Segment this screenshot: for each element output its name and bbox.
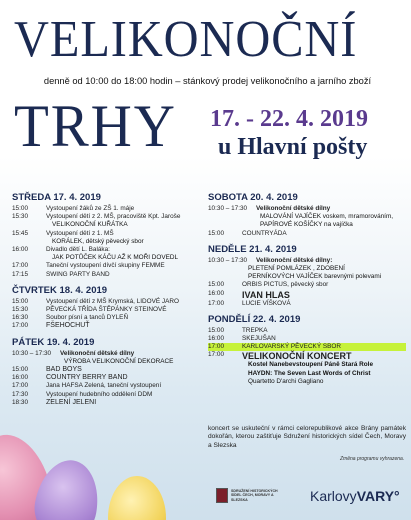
time: 17:00 bbox=[208, 351, 224, 359]
item: Vystoupení dětí z 2. MŠ, pracoviště Kpt. Jaroše bbox=[46, 213, 181, 221]
item: Divadlo dětí L. Baláka: bbox=[46, 246, 110, 254]
item-continued: PERNÍKOVÝCH VAJÍČEK barevnými polevami bbox=[248, 273, 382, 281]
time: 15:00 bbox=[208, 326, 224, 334]
time: 17:00 bbox=[208, 299, 224, 307]
item: PĚVECKÁ TŘÍDA ŠTĚPÁNKY STEINOVÉ bbox=[46, 306, 167, 314]
item: Jana HAFSA Zelená, taneční vystoupení bbox=[46, 382, 162, 390]
item: Vystoupení dětí z 1. MŠ bbox=[46, 229, 114, 237]
item: ORBIS PICTUS, pěvecký sbor bbox=[242, 281, 329, 289]
time: 15:00 bbox=[12, 297, 28, 305]
time: 15:00 bbox=[12, 366, 28, 374]
item: SWING PARTY BAND bbox=[46, 270, 110, 278]
day-heading: STŘEDA 17. 4. 2019 bbox=[12, 192, 101, 203]
program-right-column bbox=[208, 192, 406, 386]
time: 16:00 bbox=[12, 374, 28, 382]
concert-description: koncert se uskuteční v rámci celorepublikové akce Brány památek dokořán, kterou zaštiťuje Sdružení historických sídel Čech, Moravy a Slezska bbox=[208, 425, 406, 449]
shield-icon bbox=[216, 488, 228, 503]
item: BAD BOYS bbox=[46, 366, 82, 374]
item-continued: PAPÍROVÉ KOŠÍČKY na vajíčka bbox=[260, 221, 353, 229]
time: 15:45 bbox=[12, 229, 28, 237]
poster-subtitle: denně od 10:00 do 18:00 hodin – stánkový prodej velikonočního a jarního zboží bbox=[43, 76, 372, 86]
item: VELIKONOČNÍ KONCERT bbox=[242, 351, 352, 362]
time: 18:30 bbox=[12, 398, 28, 406]
item-continued: KORÁLEK, dětský pěvecký sbor bbox=[52, 237, 144, 245]
item: Vystoupení žáků ze ZŠ 1. máje bbox=[46, 205, 135, 212]
kv-text-b: VARY° bbox=[356, 488, 400, 504]
program-row bbox=[12, 271, 202, 279]
item: KARLOVARSKÝ PĚVECKÝ SBOR bbox=[242, 343, 341, 351]
item: Taneční vystoupení dívčí skupiny FEMME bbox=[46, 262, 165, 270]
item: COUNTRY BERRY BAND bbox=[46, 374, 128, 382]
item: IVAN HLAS bbox=[242, 289, 290, 300]
time: 15:00 bbox=[12, 205, 28, 212]
program-row bbox=[208, 281, 406, 289]
time: 15:00 bbox=[208, 281, 224, 289]
time: 10:30 – 17:30 bbox=[12, 349, 52, 357]
day-heading: ČTVRTEK 18. 4. 2019 bbox=[12, 284, 108, 296]
item: ZELENÍ JELENI bbox=[46, 398, 97, 406]
item-continued: Kostel Nanebevstoupení Páně Stará Role bbox=[248, 361, 374, 369]
item: Vystoupení dětí z MŠ Krymská, LIDOVÉ JARO bbox=[46, 297, 179, 305]
program-row bbox=[208, 300, 406, 308]
program-row bbox=[12, 246, 202, 254]
item-continued: HAYDN: The Seven Last Words of Christ bbox=[248, 369, 371, 377]
program-change-note: Změna programu vyhrazena. bbox=[340, 456, 405, 462]
poster-trhy: TRHY bbox=[14, 93, 177, 159]
item-continued: VELIKONOČNÍ KUŘÁTKA bbox=[52, 221, 128, 229]
item-continued: VÝROBA VELIKONOČNÍ DEKORACE bbox=[64, 357, 174, 365]
historic-seats-logo bbox=[216, 488, 283, 503]
program-row bbox=[12, 382, 202, 390]
item: TREPKA bbox=[242, 326, 268, 334]
time: 15:30 bbox=[12, 213, 28, 221]
item: Vystoupení hudebního oddělení DDM bbox=[46, 390, 153, 398]
program-row bbox=[208, 205, 406, 213]
program-row bbox=[12, 298, 202, 306]
time: 16:00 bbox=[208, 335, 224, 343]
program-row bbox=[12, 262, 202, 270]
time: 15:30 bbox=[12, 306, 28, 314]
kv-text-a: Karlovy bbox=[310, 488, 357, 504]
time: 17:15 bbox=[12, 270, 28, 278]
program-row bbox=[12, 366, 202, 374]
item: COUNTRYÁDA bbox=[242, 229, 287, 237]
item: LUCIE VÍŠKOVÁ bbox=[242, 299, 291, 307]
program-row bbox=[12, 374, 202, 382]
program-row bbox=[208, 290, 406, 300]
day-heading: SOBOTA 20. 4. 2019 bbox=[208, 192, 298, 203]
event-place: u Hlavní pošty bbox=[218, 134, 368, 160]
item-continued: JAK POTŮČEK KÁČU AŽ K MOŘI DOVEDL bbox=[52, 254, 179, 262]
item-continued: PLETENÍ POMLÁZEK , ZDOBENÍ bbox=[248, 265, 345, 273]
item: Soubor písní a tanců DYLEŇ bbox=[46, 314, 129, 322]
time: 16:30 bbox=[12, 314, 28, 322]
time: 17:30 bbox=[12, 390, 28, 398]
program-row bbox=[12, 205, 202, 213]
easter-egg-yellow bbox=[108, 476, 166, 520]
time: 15:00 bbox=[208, 229, 224, 237]
day-heading: PONDĚLÍ 22. 4. 2019 bbox=[208, 313, 301, 325]
program-row bbox=[12, 399, 202, 407]
day-heading: PÁTEK 19. 4. 2019 bbox=[12, 336, 95, 348]
time: 16:00 bbox=[208, 289, 224, 297]
program-row bbox=[12, 391, 202, 399]
event-dates: 17. - 22. 4. 2019 bbox=[210, 106, 368, 132]
item-continued: Quartetto D'archi Gagliano bbox=[248, 377, 324, 385]
time: 17:00 bbox=[12, 382, 28, 390]
item: Velikonoční dětské dílny bbox=[256, 205, 331, 212]
program-left-column bbox=[12, 192, 202, 407]
time: 17:00 bbox=[12, 262, 28, 270]
item: SKEJUŠAN bbox=[242, 335, 276, 343]
program-row bbox=[12, 306, 202, 314]
item: Velikonoční dětské dílny bbox=[60, 349, 135, 357]
item: FŠEHOCHUŤ bbox=[46, 322, 90, 330]
item: Velikonoční dětské dílny: bbox=[256, 256, 333, 264]
program-row bbox=[12, 314, 202, 322]
time: 10:30 – 17:30 bbox=[208, 256, 248, 264]
program-row bbox=[208, 335, 406, 343]
time: 16:00 bbox=[12, 246, 28, 254]
program-row bbox=[12, 322, 202, 330]
program-row bbox=[208, 230, 406, 238]
time: 10:30 – 17:30 bbox=[208, 205, 248, 212]
logo-text: SDRUŽENÍ HISTORICKÝCH SÍDEL ČECH, MORAVY A SLEZSKA bbox=[231, 489, 278, 502]
program-row bbox=[12, 350, 202, 358]
karlovy-vary-logo bbox=[310, 488, 400, 504]
day-heading: NEDĚLE 21. 4. 2019 bbox=[208, 243, 297, 255]
program-row bbox=[12, 230, 202, 238]
program-row bbox=[208, 351, 406, 361]
time: 17:00 bbox=[12, 322, 28, 330]
program-row bbox=[208, 257, 406, 265]
time: 17:00 bbox=[208, 343, 224, 351]
program-row bbox=[208, 327, 406, 335]
item-continued: MALOVÁNÍ VAJÍČEK voskem, mramorováním, bbox=[260, 213, 394, 221]
poster-title: VELIKONOČNÍ bbox=[14, 11, 358, 68]
